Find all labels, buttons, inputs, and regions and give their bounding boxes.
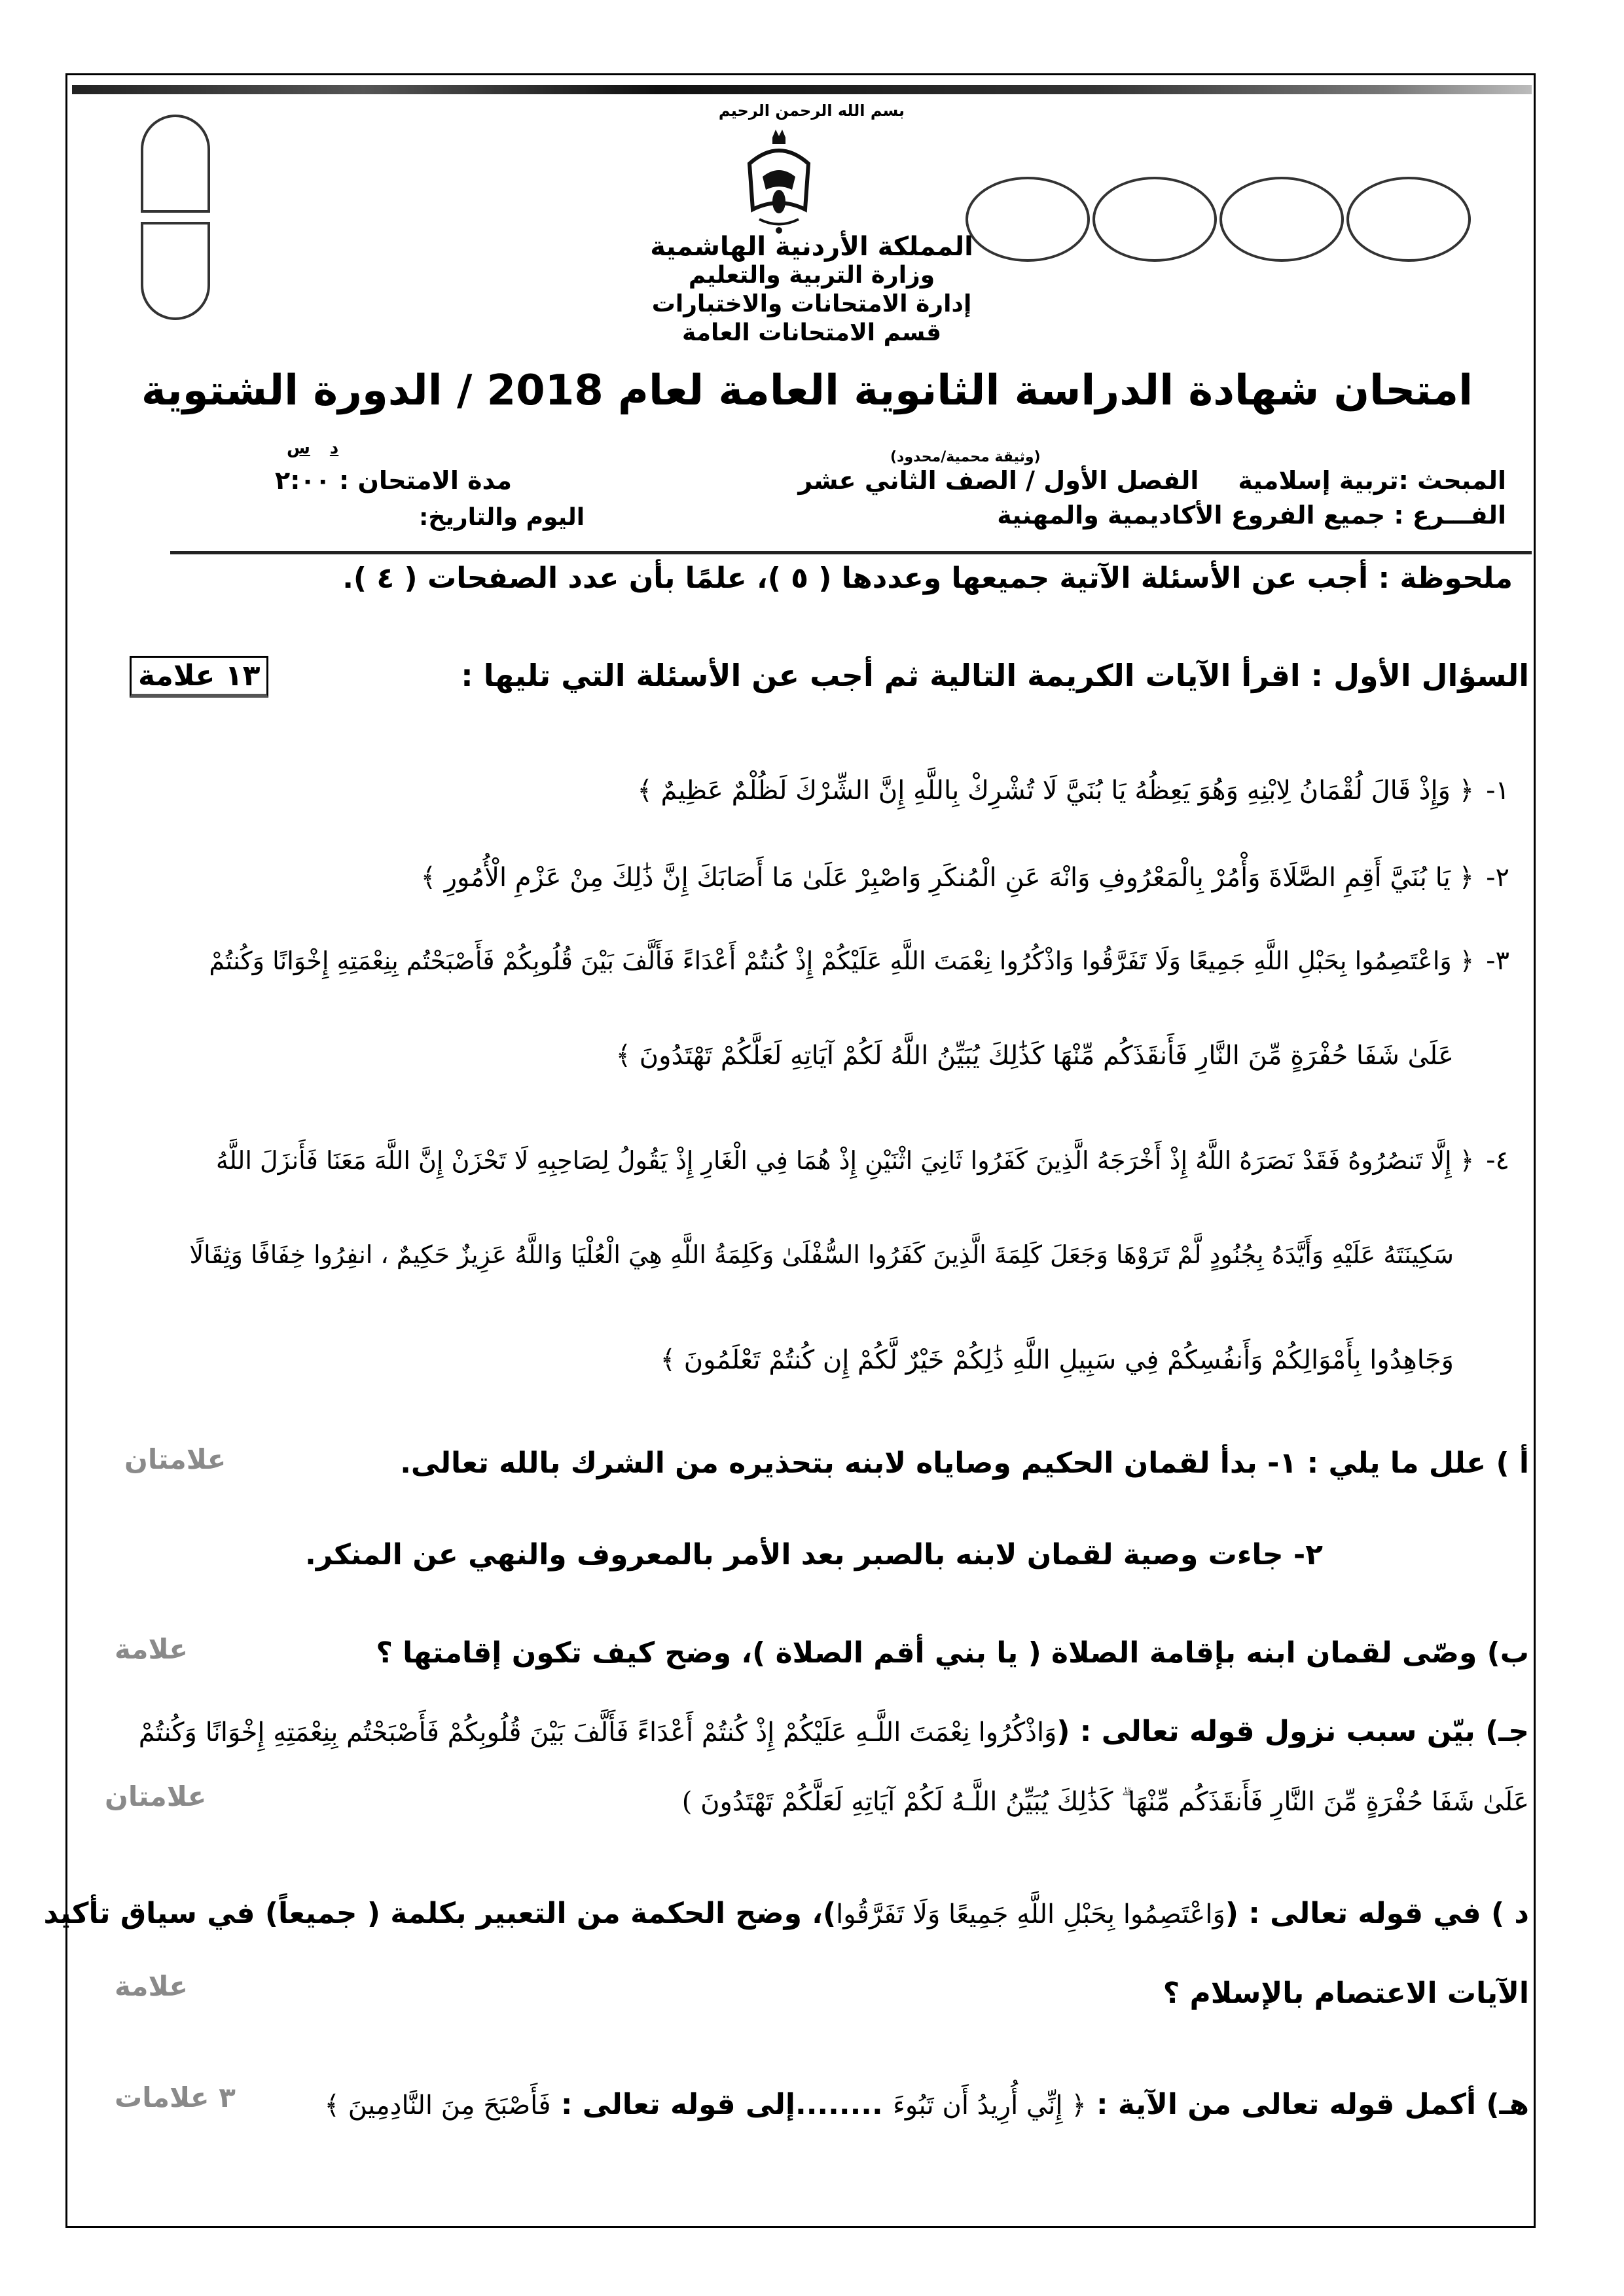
part-d-line-2: الآيات الاعتصام بالإسلام ؟ [1163,1977,1529,2010]
verse-text: ﴿ يَا بُنَيَّ أَقِمِ الصَّلَاةَ وَأْمُرْ بِالْمَعْرُوفِ وَانْهَ عَنِ الْمُنكَرِ وَاصْبِرْ عَلَىٰ مَا أَصَابَكَ إِنَّ ذَٰلِكَ مِنْ عَزْمِ الْأُمُورِ ﴾ [420,863,1475,893]
grade-capsule [141,115,213,320]
duration-row [275,466,512,495]
verse-number: ٤- [1486,1145,1509,1175]
duration-label: مدة الامتحان : [339,466,513,495]
classification-note: (وثيقة محمية/محدود) [890,449,1041,465]
part-d-suffix: )، وضح الحكمة من التعبير بكلمة ( جميعاً) في سياق تأكيد [43,1897,837,1930]
part-a-marks: علامتان [124,1443,226,1475]
verse-4 [216,1145,1509,1175]
verse-number: ٣- [1486,946,1509,976]
verse-3 [209,946,1509,976]
branch: الفـــرع : جميع الفروع الأكاديمية والمهنية [997,501,1506,529]
verse-text: ﴿ وَإِذْ قَالَ لُقْمَانُ لِابْنِهِ وَهُوَ يَعِظُهُ يَا بُنَيَّ لَا تُشْرِكْ بِاللَّهِ إِنَّ الشِّرْكَ لَظُلْمٌ عَظِيمٌ ﴾ [637,776,1475,806]
subject-row [798,466,1506,495]
duration-value: ٢:٠٠ [275,466,331,495]
part-e-dots: ........ [795,2088,883,2121]
part-c-prefix: جـ) بيّن سبب نزول قوله تعالى : ( [1056,1715,1529,1748]
verse-number: ٢- [1486,863,1509,893]
exam-title: امتحان شهادة الدراسة الثانوية العامة لعام 2018 / الدورة الشتوية [141,367,1473,415]
part-a-line-1: أ ) علل ما يلي : ١- بدأ لقمان الحكيم وصاياه لابنه بتحذيره من الشرك بالله تعالى. [400,1446,1529,1480]
verse-text: ﴿ إِلَّا تَنصُرُوهُ فَقَدْ نَصَرَهُ اللَّهُ إِذْ أَخْرَجَهُ الَّذِينَ كَفَرُوا ثَانِيَ اثْنَيْنِ إِذْ هُمَا فِي الْغَارِ إِذْ يَقُولُ لِصَاحِبِهِ لَا تَحْزَنْ إِنَّ اللَّهَ مَعَنَا فَأَنزَلَ اللَّهُ [215,1146,1475,1175]
part-e-marks: ٣ علامات [115,2081,236,2113]
seat-digit-circle[interactable] [965,177,1090,262]
question-marks-box: ١٣ علامة [130,656,268,698]
duration-unit-hours: س [287,439,310,458]
ministry-line: المملكة الأردنية الهاشمية [650,232,973,262]
exam-note: ملحوظة : أجب عن الأسئلة الآتية جميعها وعددها ( ٥ )، علمًا بأن عدد الصفحات ( ٤ ). [342,562,1513,595]
verse-4-line-2: سَكِينَتَهُ عَلَيْهِ وَأَيَّدَهُ بِجُنُودٍ لَّمْ تَرَوْهَا وَجَعَلَ كَلِمَةَ الَّذِينَ كَفَرُوا السُّفْلَىٰ وَكَلِمَةُ اللَّهِ هِيَ الْعُلْيَا وَاللَّهُ عَزِيزٌ حَكِيمٌ ، انفِرُوا خِفَافًا وَثِقَالًا [189,1240,1454,1269]
ministry-line: وزارة التربية والتعليم [688,262,935,289]
seat-digit-circle[interactable] [1219,177,1344,262]
part-b-marks: علامة [115,1633,189,1665]
part-d-marks: علامة [115,1970,189,2002]
part-e-prefix: هـ) أكمل قوله تعالى من الآية : [1096,2088,1529,2121]
seat-digit-circle[interactable] [1092,177,1217,262]
meta-divider [170,551,1532,554]
verse-2 [421,863,1509,893]
day-date-label: اليوم والتاريخ: [419,504,585,531]
duration-units [287,439,338,458]
part-e-line [325,2088,1529,2121]
grade-box-bottom[interactable] [141,222,210,320]
part-e-middle: إلى قوله تعالى : [560,2088,795,2121]
verse-4-line-3: وَجَاهِدُوا بِأَمْوَالِكُمْ وَأَنفُسِكُمْ فِي سَبِيلِ اللَّهِ ذَٰلِكُمْ خَيْرٌ لَّكُمْ إِن كُنتُمْ تَعْلَمُونَ ﴾ [660,1345,1454,1375]
seat-digit-circle[interactable] [1346,177,1471,262]
part-b-line-1: ب) وصّى لقمان ابنه بإقامة الصلاة ( يا بني أقم الصلاة )، وضح كيف تكون إقامتها ؟ [376,1636,1529,1670]
seat-number-circles [965,177,1471,262]
jordan-emblem-icon [740,124,818,236]
header-rule [72,85,1532,94]
subject: المبحث :تربية إسلامية [1238,466,1506,495]
part-c-verse-1: وَاذْكُرُوا نِعْمَتَ اللَّـهِ عَلَيْكُمْ إِذْ كُنتُمْ أَعْدَاءً فَأَلَّفَ بَيْنَ قُلُوبِكُمْ فَأَصْبَحْتُم بِنِعْمَتِهِ إِخْوَانًا وَكُنتُمْ [138,1717,1057,1748]
basmala: بسم الله الرحمن الرحيم [718,101,905,120]
part-d-prefix: د ) في قوله تعالى : ( [1225,1897,1529,1930]
part-a-line-2: ٢- جاءت وصية لقمان لابنه بالصبر بعد الأمر بالمعروف والنهي عن المنكر. [305,1538,1323,1571]
part-e-verse-end: فَأَصْبَحَ مِنَ النَّادِمِينَ ﴾ [324,2090,551,2121]
grade-box-top[interactable] [141,115,210,213]
duration-unit-minutes: د [329,439,339,458]
question-title: السؤال الأول : اقرأ الآيات الكريمة التالية ثم أجب عن الأسئلة التي تليها : [461,658,1529,693]
verse-3-line-2: عَلَىٰ شَفَا حُفْرَةٍ مِّنَ النَّارِ فَأَنقَذَكُم مِّنْهَا كَذَٰلِكَ يُبَيِّنُ اللَّهُ لَكُمْ آيَاتِهِ لَعَلَّكُمْ تَهْتَدُونَ ﴾ [615,1041,1454,1071]
ministry-block [628,232,995,348]
part-d-line-1 [44,1897,1530,1930]
part-c-verse-2: عَلَىٰ شَفَا حُفْرَةٍ مِّنَ النَّارِ فَأَنقَذَكُم مِّنْهَا ۗ كَذَٰلِكَ يُبَيِّنُ اللَّـهُ لَكُمْ آيَاتِهِ لَعَلَّكُمْ تَهْتَدُونَ ) [681,1787,1529,1817]
verse-1 [637,776,1509,806]
part-c-line-1 [139,1715,1529,1748]
part-d-verse: وَاعْتَصِمُوا بِحَبْلِ اللَّهِ جَمِيعًا وَلَا تَفَرَّقُوا [836,1899,1225,1929]
semester-grade: الفصل الأول / الصف الثاني عشر [798,466,1199,495]
ministry-line: قسم الامتحانات العامة [681,319,942,346]
verse-number: ١- [1486,776,1509,806]
part-c-marks: علامتان [105,1780,207,1812]
part-e-verse-start: ﴿ إِنِّي أُرِيدُ أَن تَبُوءَ [893,2090,1087,2121]
verse-text: ﴿ وَاعْتَصِمُوا بِحَبْلِ اللَّهِ جَمِيعًا وَلَا تَفَرَّقُوا وَاذْكُرُوا نِعْمَتَ اللَّهِ عَلَيْكُمْ إِذْ كُنتُمْ أَعْدَاءً فَأَلَّفَ بَيْنَ قُلُوبِكُمْ فَأَصْبَحْتُم بِنِعْمَتِهِ إِخْوَانًا وَكُنتُمْ [209,946,1475,975]
ministry-line: إدارة الامتحانات والاختبارات [651,291,972,317]
